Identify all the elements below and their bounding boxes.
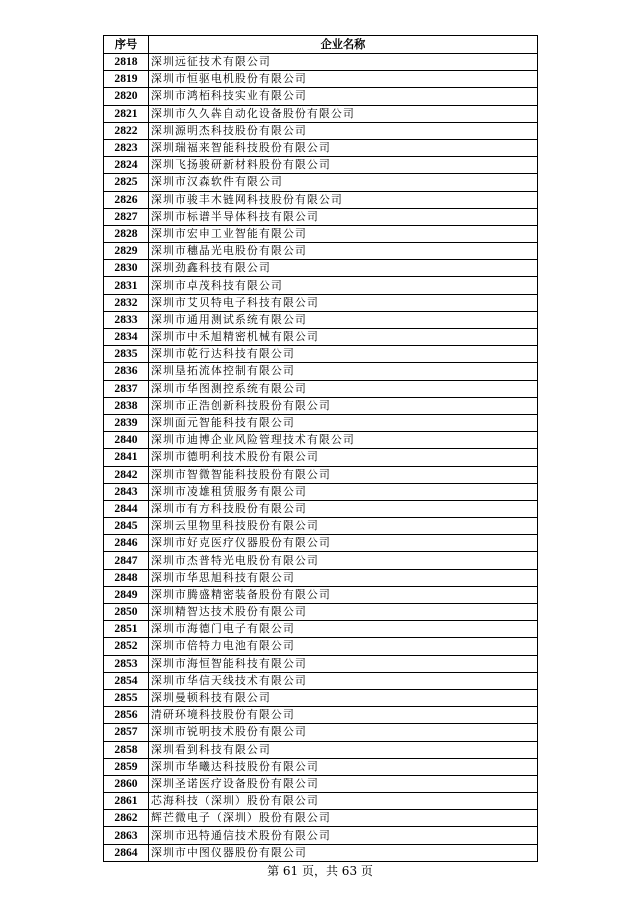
row-number: 2831: [104, 277, 149, 294]
row-number: 2860: [104, 775, 149, 792]
company-name: 芯海科技（深圳）股份有限公司: [149, 793, 538, 810]
table-row: [104, 500, 538, 517]
table-row: [104, 397, 538, 414]
company-name: 深圳市华思旭科技有限公司: [149, 569, 538, 586]
table-row: [104, 329, 538, 346]
table-row: [104, 294, 538, 311]
company-name: 深圳市通用测试系统有限公司: [149, 311, 538, 328]
row-number: 2834: [104, 329, 149, 346]
row-number: 2847: [104, 552, 149, 569]
company-name: 深圳精智达技术股份有限公司: [149, 604, 538, 621]
company-name: 深圳市中图仪器股份有限公司: [149, 844, 538, 861]
table-row: [104, 724, 538, 741]
page-footer: 第 61 页，共 63 页: [267, 864, 373, 878]
company-name: 深圳市好克医疗仪器股份有限公司: [149, 535, 538, 552]
table-row: [104, 638, 538, 655]
row-number: 2843: [104, 483, 149, 500]
row-number: 2839: [104, 414, 149, 431]
table-row: [104, 243, 538, 260]
table-row: [104, 586, 538, 603]
row-number: 2835: [104, 346, 149, 363]
company-name: 深圳市正浩创新科技股份有限公司: [149, 397, 538, 414]
table-row: [104, 277, 538, 294]
table-row: [104, 707, 538, 724]
row-number: 2823: [104, 139, 149, 156]
company-table: [103, 35, 538, 862]
table-row: [104, 122, 538, 139]
row-number: 2864: [104, 844, 149, 861]
company-name: 深圳瑞福来智能科技股份有限公司: [149, 139, 538, 156]
table-row: [104, 689, 538, 706]
row-number: 2841: [104, 449, 149, 466]
table-header-row: [104, 36, 538, 54]
table-row: [104, 569, 538, 586]
row-number: 2822: [104, 122, 149, 139]
table-row: [104, 483, 538, 500]
company-name: 深圳飞扬骏研新材料股份有限公司: [149, 157, 538, 174]
table-row: [104, 775, 538, 792]
row-number: 2836: [104, 363, 149, 380]
table-row: [104, 311, 538, 328]
company-name: 深圳面元智能科技有限公司: [149, 414, 538, 431]
row-number: 2825: [104, 174, 149, 191]
table-row: [104, 621, 538, 638]
row-number: 2838: [104, 397, 149, 414]
row-number: 2819: [104, 71, 149, 88]
company-name: 深圳源明杰科技股份有限公司: [149, 122, 538, 139]
company-name: 深圳劲鑫科技有限公司: [149, 260, 538, 277]
row-number: 2832: [104, 294, 149, 311]
row-number: 2840: [104, 432, 149, 449]
table-row: [104, 655, 538, 672]
table-row: [104, 518, 538, 535]
company-name: 深圳市智微智能科技股份有限公司: [149, 466, 538, 483]
table-row: [104, 225, 538, 242]
company-name: 深圳市凌雄租赁服务有限公司: [149, 483, 538, 500]
row-number: 2862: [104, 810, 149, 827]
header-number: 序号: [104, 36, 149, 54]
company-name: 深圳云里物里科技股份有限公司: [149, 518, 538, 535]
table-row: [104, 414, 538, 431]
table-row: [104, 793, 538, 810]
company-name: 深圳市艾贝特电子科技有限公司: [149, 294, 538, 311]
company-name: 深圳市海恒智能科技有限公司: [149, 655, 538, 672]
table-row: [104, 139, 538, 156]
row-number: 2850: [104, 604, 149, 621]
row-number: 2830: [104, 260, 149, 277]
row-number: 2844: [104, 500, 149, 517]
company-name: 清研环境科技股份有限公司: [149, 707, 538, 724]
table-row: [104, 466, 538, 483]
table-row: [104, 810, 538, 827]
row-number: 2827: [104, 208, 149, 225]
row-number: 2853: [104, 655, 149, 672]
row-number: 2845: [104, 518, 149, 535]
company-name: 深圳市迪博企业风险管理技术有限公司: [149, 432, 538, 449]
table-row: [104, 672, 538, 689]
table-row: [104, 260, 538, 277]
table-row: [104, 71, 538, 88]
row-number: 2856: [104, 707, 149, 724]
table-row: [104, 88, 538, 105]
table-row: [104, 380, 538, 397]
table-row: [104, 208, 538, 225]
company-name: 深圳市标谱半导体科技有限公司: [149, 208, 538, 225]
company-name: 深圳垦拓流体控制有限公司: [149, 363, 538, 380]
row-number: 2826: [104, 191, 149, 208]
company-name: 深圳市腾盛精密装备股份有限公司: [149, 586, 538, 603]
table-row: [104, 844, 538, 861]
company-name: 深圳市锐明技术股份有限公司: [149, 724, 538, 741]
company-name: 深圳市海德门电子有限公司: [149, 621, 538, 638]
header-company-name: 企业名称: [149, 36, 538, 54]
company-name: 深圳市汉森软件有限公司: [149, 174, 538, 191]
row-number: 2846: [104, 535, 149, 552]
company-name: 深圳市鸿栢科技实业有限公司: [149, 88, 538, 105]
company-name: 深圳曼顿科技有限公司: [149, 689, 538, 706]
company-name: 深圳市华曦达科技股份有限公司: [149, 758, 538, 775]
company-name: 深圳市华图测控系统有限公司: [149, 380, 538, 397]
table-row: [104, 105, 538, 122]
table-row: [104, 604, 538, 621]
row-number: 2829: [104, 243, 149, 260]
company-name: 深圳市迅特通信技术股份有限公司: [149, 827, 538, 844]
company-name: 深圳市恒驱电机股份有限公司: [149, 71, 538, 88]
table-row: [104, 191, 538, 208]
row-number: 2820: [104, 88, 149, 105]
row-number: 2849: [104, 586, 149, 603]
company-name: 深圳市卓茂科技有限公司: [149, 277, 538, 294]
company-name: 深圳市久久犇自动化设备股份有限公司: [149, 105, 538, 122]
table-body: [104, 54, 538, 862]
row-number: 2824: [104, 157, 149, 174]
table-row: [104, 432, 538, 449]
row-number: 2859: [104, 758, 149, 775]
table-row: [104, 741, 538, 758]
table-row: [104, 346, 538, 363]
company-name: 深圳圣诺医疗设备股份有限公司: [149, 775, 538, 792]
row-number: 2858: [104, 741, 149, 758]
company-name: 深圳市华信天线技术有限公司: [149, 672, 538, 689]
company-name: 深圳市倍特力电池有限公司: [149, 638, 538, 655]
row-number: 2828: [104, 225, 149, 242]
row-number: 2857: [104, 724, 149, 741]
row-number: 2854: [104, 672, 149, 689]
table-row: [104, 363, 538, 380]
row-number: 2855: [104, 689, 149, 706]
table-row: [104, 535, 538, 552]
row-number: 2852: [104, 638, 149, 655]
company-name: 深圳远征技术有限公司: [149, 54, 538, 71]
table-row: [104, 758, 538, 775]
company-name: 深圳市宏申工业智能有限公司: [149, 225, 538, 242]
table-row: [104, 552, 538, 569]
row-number: 2818: [104, 54, 149, 71]
table-row: [104, 449, 538, 466]
row-number: 2842: [104, 466, 149, 483]
row-number: 2863: [104, 827, 149, 844]
company-name: 深圳市中禾旭精密机械有限公司: [149, 329, 538, 346]
company-name: 深圳市杰普特光电股份有限公司: [149, 552, 538, 569]
company-name: 深圳市穗晶光电股份有限公司: [149, 243, 538, 260]
row-number: 2833: [104, 311, 149, 328]
company-name: 深圳市骏丰木链网科技股份有限公司: [149, 191, 538, 208]
table-row: [104, 157, 538, 174]
row-number: 2851: [104, 621, 149, 638]
table-row: [104, 174, 538, 191]
table-row: [104, 54, 538, 71]
row-number: 2848: [104, 569, 149, 586]
table-row: [104, 827, 538, 844]
company-name: 深圳市有方科技股份有限公司: [149, 500, 538, 517]
company-name: 深圳市德明利技术股份有限公司: [149, 449, 538, 466]
company-name: 辉芒微电子（深圳）股份有限公司: [149, 810, 538, 827]
row-number: 2837: [104, 380, 149, 397]
row-number: 2821: [104, 105, 149, 122]
company-name: 深圳市乾行达科技有限公司: [149, 346, 538, 363]
row-number: 2861: [104, 793, 149, 810]
company-name: 深圳看到科技有限公司: [149, 741, 538, 758]
